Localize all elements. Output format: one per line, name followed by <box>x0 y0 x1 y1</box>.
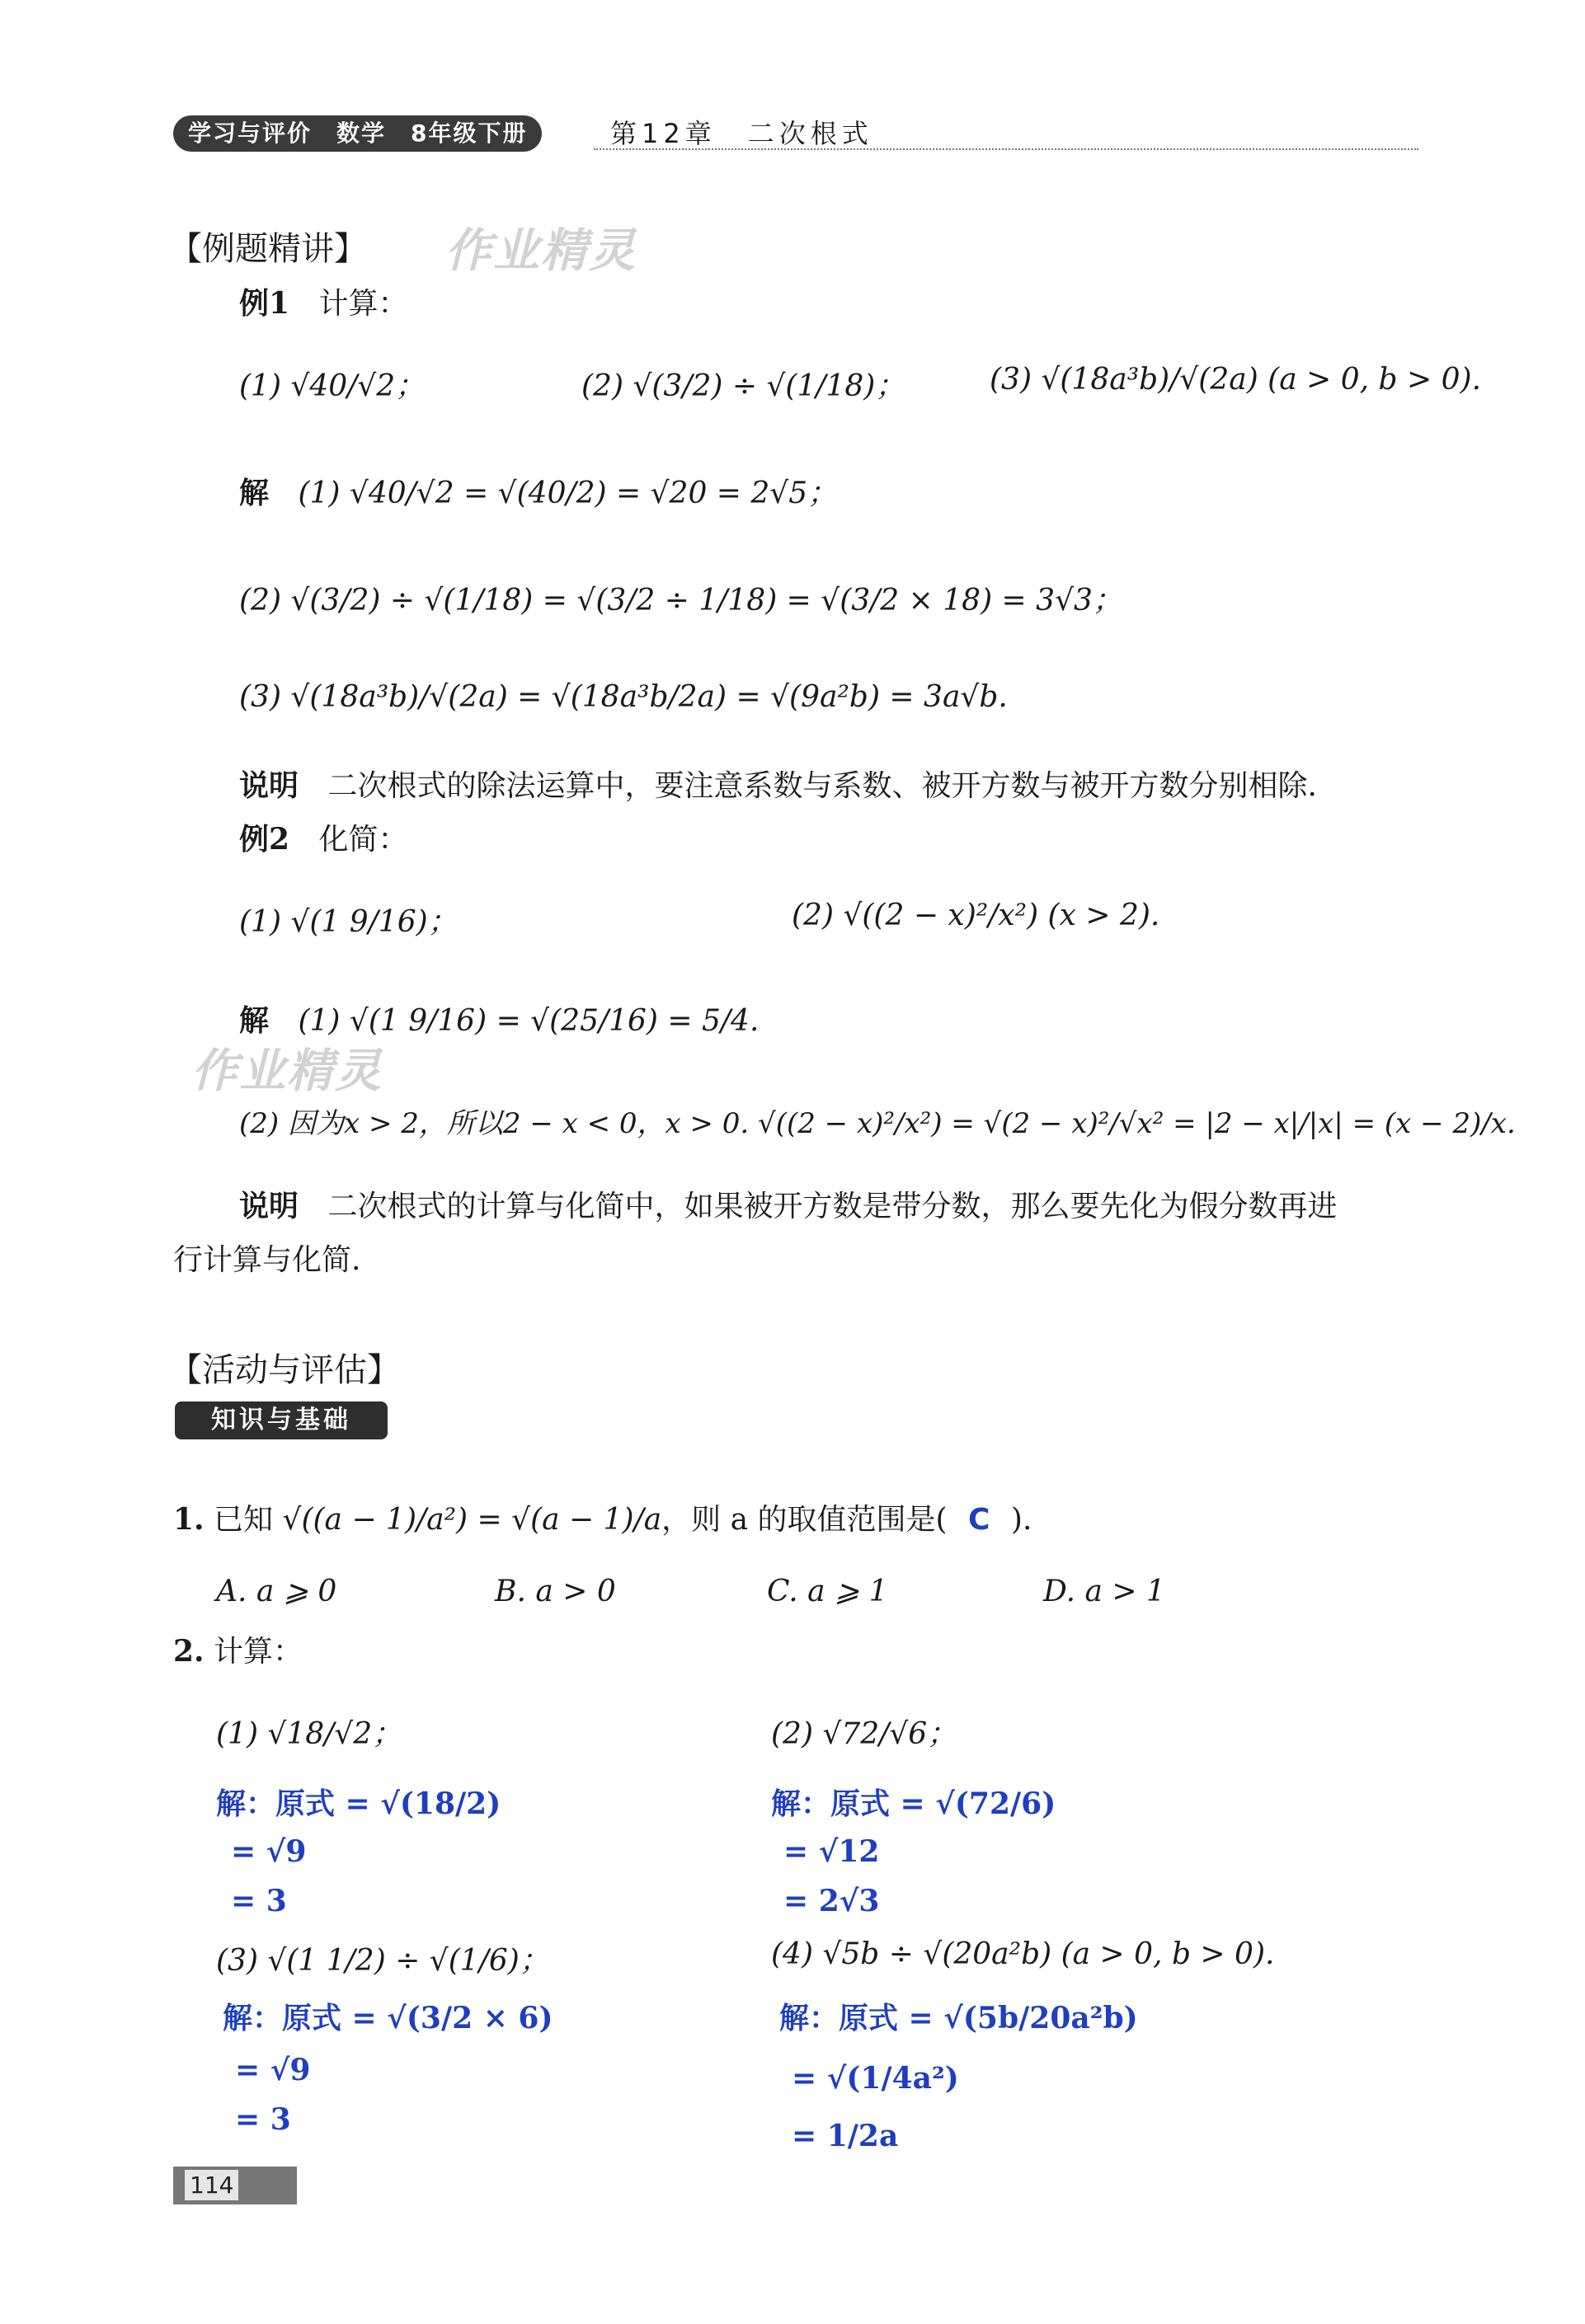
question-2-part-1-answer-line-3: = 3 <box>231 1884 287 1918</box>
question-number: 1. <box>173 1502 205 1537</box>
question-2-task: 计算： <box>214 1635 303 1669</box>
example-1-solution-3: (3) √(18a³b)/√(2a) = √(18a³b/2a) = √(9a²b) = 3a√b. <box>239 680 1008 714</box>
question-1-text-a: 已知 <box>214 1503 274 1537</box>
question-2-part-4-answer-line-1: 解：原式 = √(5b/20a²b) <box>779 2001 1138 2035</box>
example-2-solution-1: (1) √(1 9/16) = √(25/16) = 5/4. <box>298 1004 760 1038</box>
example-2-note-line-1: 二次根式的计算与化简中，如果被开方数是带分数，那么要先化为假分数再进 <box>327 1190 1338 1223</box>
question-1-formula: √((a − 1)/a²) = √(a − 1)/a <box>282 1503 662 1537</box>
question-2-part-1: (1) √18/√2； <box>216 1717 402 1751</box>
question-1-answer: C <box>968 1503 990 1537</box>
example-1-question-3: (3) √(18a³b)/√(2a) (a > 0, b > 0). <box>990 363 1482 397</box>
chapter-title: 第12章 二次根式 <box>610 118 873 149</box>
example-1-solution-2: (2) √(3/2) ÷ √(1/18) = √(3/2 ÷ 1/18) = √(3/2 × 18) = 3√3； <box>239 584 1122 617</box>
page-number: 114 <box>185 2170 238 2200</box>
question-2-part-3-answer-line-1: 解：原式 = √(3/2 × 6) <box>223 2001 553 2035</box>
example-1-note: 二次根式的除法运算中，要注意系数与系数、被开方数与被开方数分别相除. <box>327 769 1317 803</box>
example-1-question-2: (2) √(3/2) ÷ √(1/18)； <box>581 369 905 403</box>
question-number: 2. <box>173 1634 205 1669</box>
watermark: 作业精灵 <box>191 1045 383 1098</box>
question-2-part-3-answer-line-2: = √9 <box>235 2053 311 2087</box>
note-label: 说明 <box>239 768 299 803</box>
question-2-part-2-answer-line-1: 解：原式 = √(72/6) <box>771 1786 1056 1821</box>
section-title-examples: 【例题精讲】 <box>169 230 367 268</box>
solution-label: 解 <box>239 476 270 510</box>
question-2-part-4-answer-line-2: = √(1/4a²) <box>792 2061 959 2096</box>
example-1-task: 计算： <box>318 287 408 321</box>
option-b: B. a > 0 <box>495 1575 616 1608</box>
question-2-part-3: (3) √(1 1/2) ÷ √(1/6)； <box>216 1944 549 1978</box>
question-1-text-c: ). <box>1010 1503 1032 1537</box>
question-2-part-2-answer-line-2: = √12 <box>783 1834 880 1869</box>
question-2-part-1-answer-line-1: 解：原式 = √(18/2) <box>216 1786 501 1821</box>
header-divider <box>594 148 1418 150</box>
example-2-question-1: (1) √(1 9/16)； <box>239 905 458 939</box>
example-1-question-1: (1) √40/√2； <box>239 369 426 403</box>
example-2-task: 化简： <box>318 823 408 857</box>
question-1-stem <box>173 1496 1032 1538</box>
solution-label: 解 <box>239 1003 270 1038</box>
question-2-part-3-answer-line-3: = 3 <box>235 2102 291 2137</box>
question-2-part-4: (4) √5b ÷ √(20a²b) (a > 0, b > 0). <box>771 1937 1275 1971</box>
watermark: 作业精灵 <box>445 224 637 278</box>
knowledge-badge: 知识与基础 <box>175 1401 388 1439</box>
example-2-solution-2: (2) 因为x > 2，所以2 − x < 0，x > 0. √((2 − x)²/x²) = √(2 − x)²/√x² = |2 − x|/|x| = (x − 2)/x. <box>239 1107 1516 1140</box>
option-d: D. a > 1 <box>1043 1575 1165 1608</box>
example-1-label: 例1 <box>239 286 290 321</box>
page-number-bar <box>173 2167 297 2204</box>
note-label: 说明 <box>239 1189 299 1223</box>
example-1-solution-1: (1) √40/√2 = √(40/2) = √20 = 2√5； <box>298 477 838 510</box>
example-2-question-2: (2) √((2 − x)²/x²) (x > 2). <box>792 899 1160 932</box>
option-a: A. a ⩾ 0 <box>216 1575 337 1608</box>
question-2-part-2: (2) √72/√6； <box>771 1717 957 1751</box>
question-2-part-2-answer-line-3: = 2√3 <box>783 1884 880 1918</box>
question-2-part-1-answer-line-2: = √9 <box>231 1834 307 1869</box>
example-2-label: 例2 <box>239 822 290 857</box>
example-2-note-line-2: 行计算与化简. <box>173 1243 361 1277</box>
option-c: C. a ⩾ 1 <box>767 1575 888 1608</box>
question-1-text-b: ，则 a 的取值范围是( <box>661 1503 948 1537</box>
book-tag: 学习与评价 数学 8年级下册 <box>173 115 542 152</box>
section-title-activity: 【活动与评估】 <box>169 1351 400 1389</box>
question-2-part-4-answer-line-3: = 1/2a <box>792 2119 899 2153</box>
